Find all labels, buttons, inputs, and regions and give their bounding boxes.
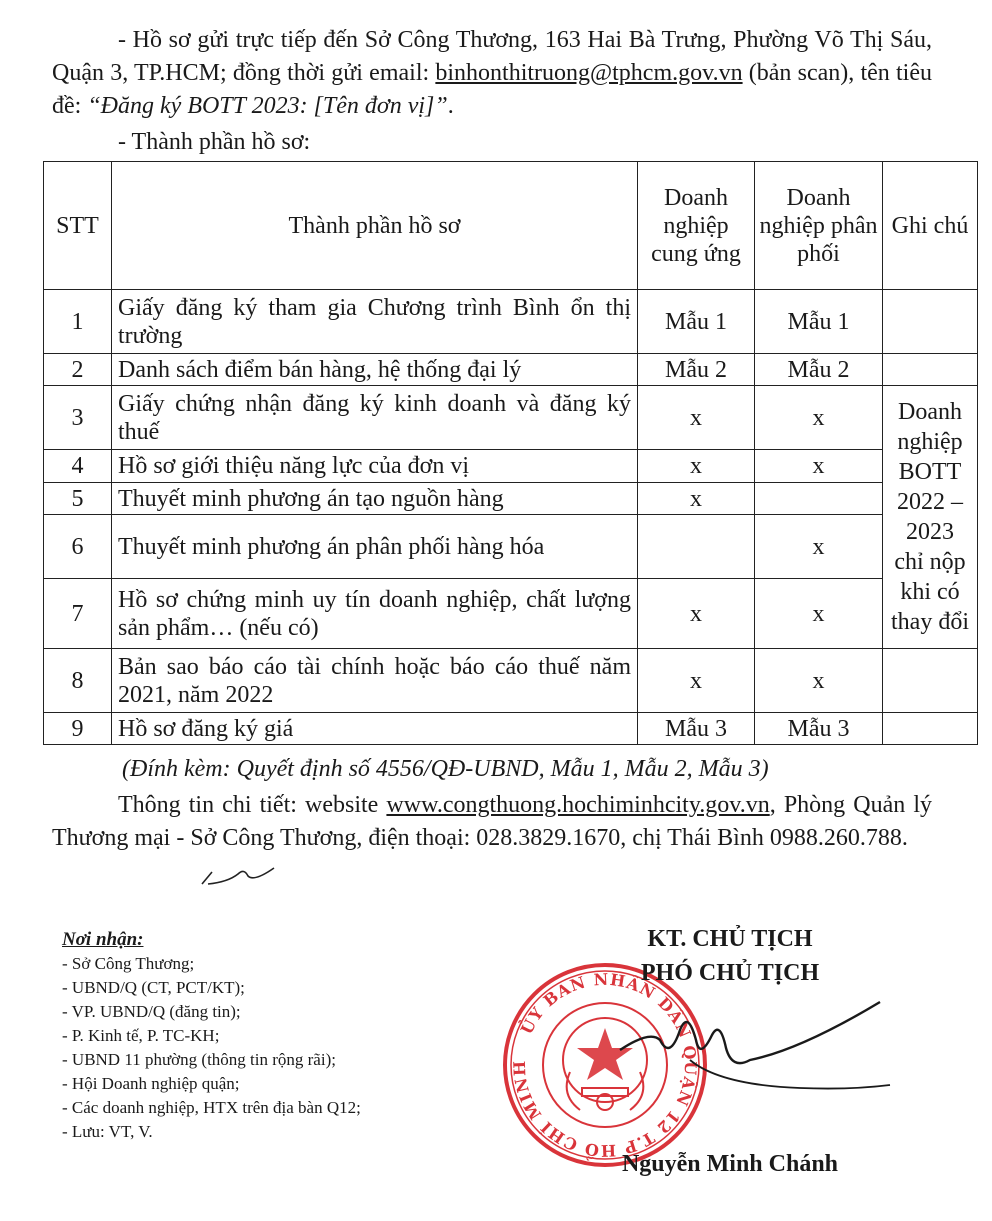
table-row: [44, 354, 978, 386]
recipient-item: - P. Kinh tế, P. TC-KH;: [62, 1026, 220, 1045]
recipient-item: - Các doanh nghiệp, HTX trên địa bàn Q12;: [62, 1098, 361, 1117]
header-stt: STT: [44, 162, 112, 290]
row-supplier: x: [638, 579, 755, 649]
row-distributor: x: [755, 649, 883, 713]
merged-note-cell: Doanh nghiệp BOTT 2022 – 2023 chỉ nộp khi có thay đổi: [883, 386, 978, 649]
header-distributor: Doanh nghiệp phân phối: [755, 162, 883, 290]
table-header-row: [44, 162, 978, 290]
contact-info-text: Thông tin chi tiết: website: [118, 792, 387, 818]
row-name: Thuyết minh phương án tạo nguồn hàng: [112, 483, 638, 515]
row-stt: 2: [44, 354, 112, 386]
row-stt: 8: [44, 649, 112, 713]
row-distributor: Mẫu 2: [755, 354, 883, 386]
row-stt: 9: [44, 713, 112, 745]
row-name: Thuyết minh phương án phân phối hàng hóa: [112, 515, 638, 579]
components-label: [52, 126, 932, 159]
row-name: Hồ sơ giới thiệu năng lực của đơn vị: [112, 450, 638, 483]
table-row: [44, 649, 978, 713]
row-stt: 7: [44, 579, 112, 649]
row-distributor: x: [755, 579, 883, 649]
contact-info-paragraph: [52, 789, 932, 855]
row-distributor: x: [755, 515, 883, 579]
signer-title-1: KT. CHỦ TỊCH: [647, 926, 813, 952]
email-link[interactable]: binhonthitruong@tphcm.gov.vn: [435, 60, 743, 86]
row-distributor: Mẫu 3: [755, 713, 883, 745]
row-stt: 6: [44, 515, 112, 579]
row-name: Hồ sơ đăng ký giá: [112, 713, 638, 745]
contact-info-text-2: , Phòng Quản lý Thương mại - Sở Công Thương, điện thoại: 028.3829.1670, chị Thái Bình 0988.260.788.: [52, 792, 932, 851]
recipient-item: - UBND 11 phường (thông tin rộng rãi);: [62, 1050, 336, 1069]
row-note: [883, 354, 978, 386]
row-supplier: x: [638, 450, 755, 483]
row-supplier: x: [638, 483, 755, 515]
table-row: [44, 450, 978, 483]
submission-paragraph: [52, 24, 932, 123]
table-row: [44, 713, 978, 745]
row-stt: 5: [44, 483, 112, 515]
row-distributor: Mẫu 1: [755, 290, 883, 354]
recipient-item: - Lưu: VT, V.: [62, 1122, 153, 1141]
header-note: Ghi chú: [883, 162, 978, 290]
recipients-block: [62, 928, 522, 1144]
initial-mark: [198, 860, 278, 890]
row-name: Giấy đăng ký tham gia Chương trình Bình ổn thị trường: [112, 290, 638, 354]
period: .: [447, 93, 454, 119]
row-supplier: x: [638, 649, 755, 713]
row-note: [883, 290, 978, 354]
row-distributor: [755, 483, 883, 515]
recipient-item: - Hội Doanh nghiệp quận;: [62, 1074, 240, 1093]
recipient-item: - Sở Công Thương;: [62, 954, 195, 973]
header-supplier: Doanh nghiệp cung ứng: [638, 162, 755, 290]
row-name: Giấy chứng nhận đăng ký kinh doanh và đăng ký thuế: [112, 386, 638, 450]
handwritten-signature: [600, 990, 900, 1100]
row-note: [883, 649, 978, 713]
row-name: Hồ sơ chứng minh uy tín doanh nghiệp, chất lượng sản phẩm… (nếu có): [112, 579, 638, 649]
table-row: [44, 290, 978, 354]
row-distributor: x: [755, 386, 883, 450]
header-name: Thành phần hồ sơ: [112, 162, 638, 290]
table-row: [44, 579, 978, 649]
row-supplier: Mẫu 2: [638, 354, 755, 386]
attachment-note: (Đính kèm: Quyết định số 4556/QĐ-UBND, Mẫu 1, Mẫu 2, Mẫu 3): [122, 756, 769, 782]
row-note: [883, 713, 978, 745]
email-subject: “Đăng ký BOTT 2023: [Tên đơn vị]”: [87, 93, 448, 119]
row-distributor: x: [755, 450, 883, 483]
website-link[interactable]: www.congthuong.hochiminhcity.gov.vn: [386, 792, 770, 818]
row-supplier: x: [638, 386, 755, 450]
submission-text-2: (bản scan), tên tiêu đề:: [52, 60, 932, 119]
seal-text: ỦY BAN NHÂN DÂN QUẬN 12 T.P HỒ CHÍ MINH: [509, 969, 701, 1161]
row-name: Bản sao báo cáo tài chính hoặc báo cáo thuế năm 2021, năm 2022: [112, 649, 638, 713]
signer-name: Nguyễn Minh Chánh: [621, 1151, 839, 1177]
row-stt: 4: [44, 450, 112, 483]
row-stt: 1: [44, 290, 112, 354]
table-row: [44, 386, 978, 450]
row-supplier: [638, 515, 755, 579]
row-name: Danh sách điểm bán hàng, hệ thống đại lý: [112, 354, 638, 386]
row-supplier: Mẫu 3: [638, 713, 755, 745]
table-row: [44, 483, 978, 515]
row-stt: 3: [44, 386, 112, 450]
components-label-text: - Thành phần hồ sơ:: [118, 129, 311, 155]
recipient-item: - VP. UBND/Q (đăng tin);: [62, 1002, 241, 1021]
row-supplier: Mẫu 1: [638, 290, 755, 354]
documents-table: [43, 161, 978, 745]
submission-text: - Hồ sơ gửi trực tiếp đến Sở Công Thương, 163 Hai Bà Trưng, Phường Võ Thị Sáu, Quận 3, TP.HCM; đồng thời gửi email:: [52, 27, 932, 86]
recipient-item: - UBND/Q (CT, PCT/KT);: [62, 978, 245, 997]
table-row: [44, 515, 978, 579]
recipients-title: Nơi nhận:: [62, 929, 144, 950]
signer-title-2: PHÓ CHỦ TỊCH: [640, 960, 820, 986]
